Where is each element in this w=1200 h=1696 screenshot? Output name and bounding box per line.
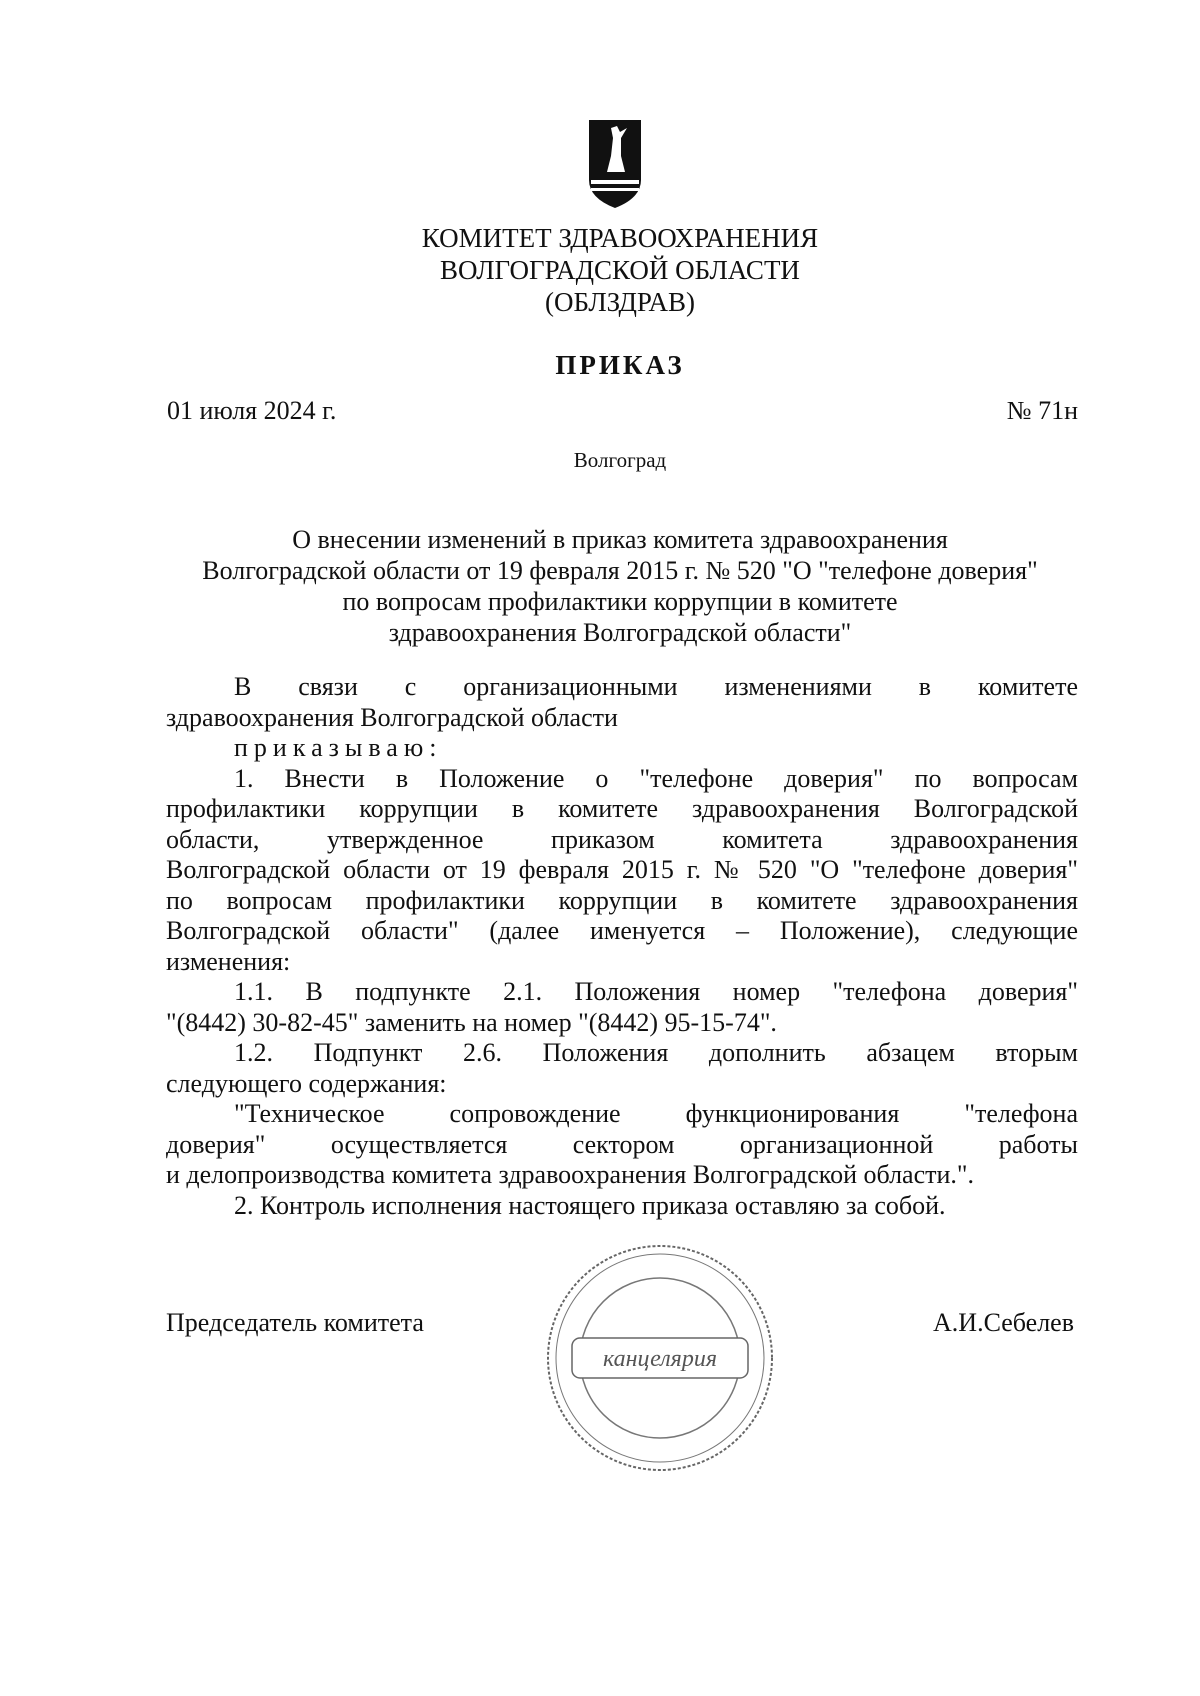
- org-line-2: ВОЛГОГРАДСКОЙ ОБЛАСТИ: [440, 255, 800, 285]
- document-date: 01 июля 2024 г.: [167, 396, 337, 425]
- signatory-name: А.И.Себелев: [933, 1308, 1074, 1337]
- body-line: и делопроизводства комитета здравоохранения Волгоградской области.".: [166, 1160, 975, 1189]
- subject-line: Волгоградской области от 19 февраля 2015 г. № 520 "О "телефоне доверия": [202, 556, 1038, 585]
- document-number: № 71н: [1006, 396, 1078, 425]
- organization-name: [0, 222, 1200, 318]
- document-city: Волгоград: [573, 448, 667, 472]
- body-line: "(8442) 30-82-45" заменить на номер "(8442) 95-15-74".: [166, 1007, 777, 1037]
- body-line: Волгоградской области" (далее именуется – Положение), следующие: [166, 916, 1078, 945]
- body-line: здравоохранения Волгоградской области: [166, 702, 618, 732]
- body-line: доверия" осуществляется сектором организационной работы: [166, 1129, 1078, 1159]
- subject-line: О внесении изменений в приказ комитета здравоохранения: [292, 525, 948, 554]
- body-line: 2. Контроль исполнения настоящего приказа оставляю за собой.: [234, 1190, 946, 1220]
- body-line: "Техническое сопровождение функционирования "телефона: [234, 1099, 1078, 1128]
- body-line: 1. Внести в Положение о "телефоне доверия" по вопросам: [234, 763, 1078, 793]
- body-line: по вопросам профилактики коррупции в комитете здравоохранения: [166, 885, 1078, 915]
- body-line: профилактики коррупции в комитете здравоохранения Волгоградской: [166, 794, 1078, 823]
- org-line-3: (ОБЛЗДРАВ): [545, 287, 695, 317]
- org-line-1: КОМИТЕТ ЗДРАВООХРАНЕНИЯ: [421, 223, 819, 253]
- body-line: 1.2. Подпункт 2.6. Положения дополнить абзацем вторым: [234, 1038, 1078, 1067]
- subject-line: по вопросам профилактики коррупции в комитете: [342, 587, 898, 616]
- body-line: В связи с организационными изменениями в комитете: [234, 672, 1078, 701]
- body-line: следующего содержания:: [166, 1068, 447, 1098]
- body-line: Волгоградской области от 19 февраля 2015 г. № 520 "О "телефоне доверия": [166, 855, 1078, 884]
- body-line: изменения:: [166, 946, 291, 976]
- office-stamp: [540, 1238, 780, 1478]
- subject-line: здравоохранения Волгоградской области": [388, 618, 852, 647]
- document-type: ПРИКАЗ: [555, 350, 685, 380]
- stamp-text: канцелярия: [603, 1346, 717, 1372]
- coat-of-arms-emblem: [587, 118, 643, 210]
- document-subject: [160, 524, 1080, 648]
- body-line: области, утвержденное приказом комитета здравоохранения: [166, 824, 1078, 854]
- order-word: приказываю:: [234, 733, 443, 762]
- document-body: [166, 672, 1078, 1221]
- signatory-role: Председатель комитета: [166, 1308, 424, 1337]
- body-line: 1.1. В подпункте 2.1. Положения номер "телефона доверия": [234, 977, 1078, 1006]
